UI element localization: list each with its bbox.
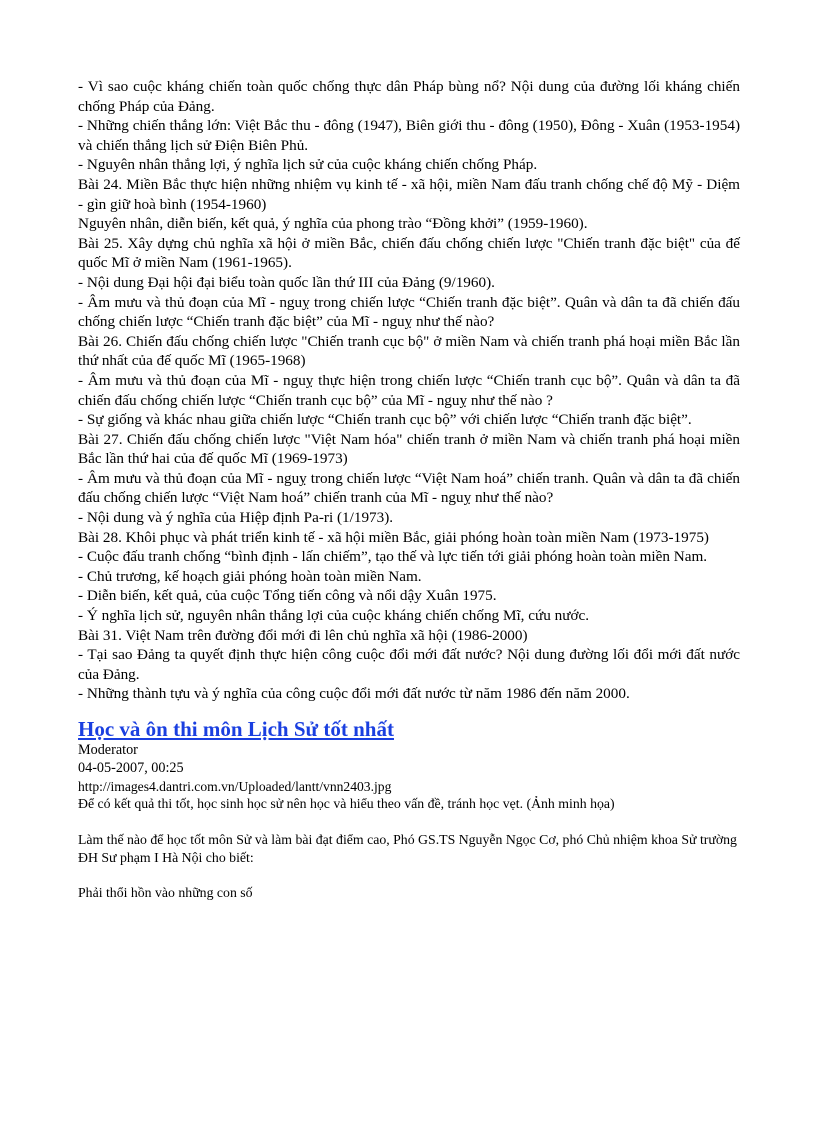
- image-caption: Để có kết quả thi tốt, học sinh học sử nên học và hiểu theo vấn đề, tránh học vẹt. (Ảnh minh họa): [78, 796, 615, 812]
- document-page: [78, 77, 740, 902]
- list-item: - Vì sao cuộc kháng chiến toàn quốc chống thực dân Pháp bùng nổ? Nội dung của đường lối kháng chiến chống Pháp của Đảng.: [78, 78, 740, 115]
- list-item: - Những chiến thắng lớn: Việt Bắc thu - đông (1947), Biên giới thu - đông (1950), Đông - Xuân (1953-1954) và chiến thắng lịch sử Điện Biên Phủ.: [78, 117, 740, 154]
- list-item: - Tại sao Đảng ta quyết định thực hiện công cuộc đổi mới đất nước? Nội dung đường lối đổi mới đất nước của Đảng.: [78, 646, 740, 683]
- lesson-heading: Bài 25. Xây dựng chủ nghĩa xã hội ở miền Bắc, chiến đấu chống chiến lược "Chiến tranh đặc biệt" của đế quốc Mĩ ở miền Nam (1961-1965).: [78, 234, 740, 272]
- list-item: - Những thành tựu và ý nghĩa của công cuộc đổi mới đất nước từ năm 1986 đến năm 2000.: [78, 685, 630, 703]
- list-item: - Chủ trương, kế hoạch giải phóng hoàn toàn miền Nam.: [78, 567, 422, 585]
- history-topic-list: [78, 77, 740, 704]
- list-item: - Nguyên nhân thắng lợi, ý nghĩa lịch sử của cuộc kháng chiến chống Pháp.: [78, 156, 538, 174]
- image-url: http://images4.dantri.com.vn/Uploaded/lantt/vnn2403.jpg: [78, 778, 392, 794]
- lesson-heading: Bài 27. Chiến đấu chống chiến lược "Việt Nam hóa" chiến tranh ở miền Nam và chiến tranh phá hoại miền Bắc lần thứ hai của đế quốc Mĩ (1969-1973): [78, 430, 740, 468]
- list-item: - Âm mưu và thủ đoạn của Mĩ - nguỵ trong chiến lược “Việt Nam hoá” chiến tranh. Quân và dân ta đã chiến đấu chống chiến lược “Việt Nam hoá” chiến tranh của Mĩ - nguỵ như thế nào?: [78, 469, 740, 507]
- list-item: - Âm mưu và thủ đoạn của Mĩ - nguỵ trong chiến lược “Chiến tranh đặc biệt”. Quân và dân ta đã chiến đấu chống chiến lược “Chiến tranh đặc biệt” của Mĩ - nguỵ như thế nào?: [78, 293, 740, 331]
- list-item: - Ý nghĩa lịch sử, nguyên nhân thắng lợi của cuộc kháng chiến chống Mĩ, cứu nước.: [78, 607, 590, 625]
- article-intro: Làm thế nào để học tốt môn Sử và làm bài đạt điểm cao, Phó GS.TS Nguyễn Ngọc Cơ, phó Chủ nhiệm khoa Sử trường ĐH Sư phạm I Hà Nội cho biết:: [78, 831, 737, 865]
- lesson-heading: Bài 26. Chiến đấu chống chiến lược "Chiến tranh cục bộ" ở miền Nam và chiến tranh phá hoại miền Bắc lần thứ nhất của đế quốc Mĩ (1965-1968): [78, 332, 740, 370]
- article-subheading: Phải thổi hồn vào những con số: [78, 885, 253, 901]
- article-title-link[interactable]: Học và ôn thi môn Lịch Sử tốt nhất: [78, 717, 394, 741]
- list-item: - Sự giống và khác nhau giữa chiến lược “Chiến tranh cục bộ” với chiến lược “Chiến tranh đặc biệt”.: [78, 411, 692, 429]
- list-item: Nguyên nhân, diễn biến, kết quả, ý nghĩa của phong trào “Đồng khởi” (1959-1960).: [78, 215, 588, 233]
- article-author: Moderator: [78, 742, 138, 758]
- list-item: - Nội dung Đại hội đại biểu toàn quốc lần thứ III của Đảng (9/1960).: [78, 273, 495, 291]
- list-item: - Âm mưu và thủ đoạn của Mĩ - nguỵ thực hiện trong chiến lược “Chiến tranh cục bộ”. Quân và dân ta đã chiến đấu chống chiến lược “Chiến tranh cục bộ” của Mĩ - nguỵ như thế nào ?: [78, 371, 740, 409]
- lesson-heading: Bài 31. Việt Nam trên đường đổi mới đi lên chủ nghĩa xã hội (1986-2000): [78, 626, 528, 644]
- lesson-heading: Bài 28. Khôi phục và phát triển kinh tế - xã hội miền Bắc, giải phóng hoàn toàn miền Nam (1973-1975): [78, 528, 709, 546]
- list-item: - Nội dung và ý nghĩa của Hiệp định Pa-ri (1/1973).: [78, 509, 394, 527]
- article-date: 04-05-2007, 00:25: [78, 759, 184, 776]
- list-item: - Cuộc đấu tranh chống “bình định - lấn chiếm”, tạo thế và lực tiến tới giải phóng hoàn toàn miền Nam.: [78, 548, 708, 566]
- list-item: - Diễn biến, kết quả, của cuộc Tổng tiến công và nổi dậy Xuân 1975.: [78, 587, 497, 605]
- lesson-heading: Bài 24. Miền Bắc thực hiện những nhiệm vụ kinh tế - xã hội, miền Nam đấu tranh chống chế độ Mỹ - Diệm - gìn giữ hoà bình (1954-1960): [78, 175, 740, 213]
- article-title: [78, 716, 740, 742]
